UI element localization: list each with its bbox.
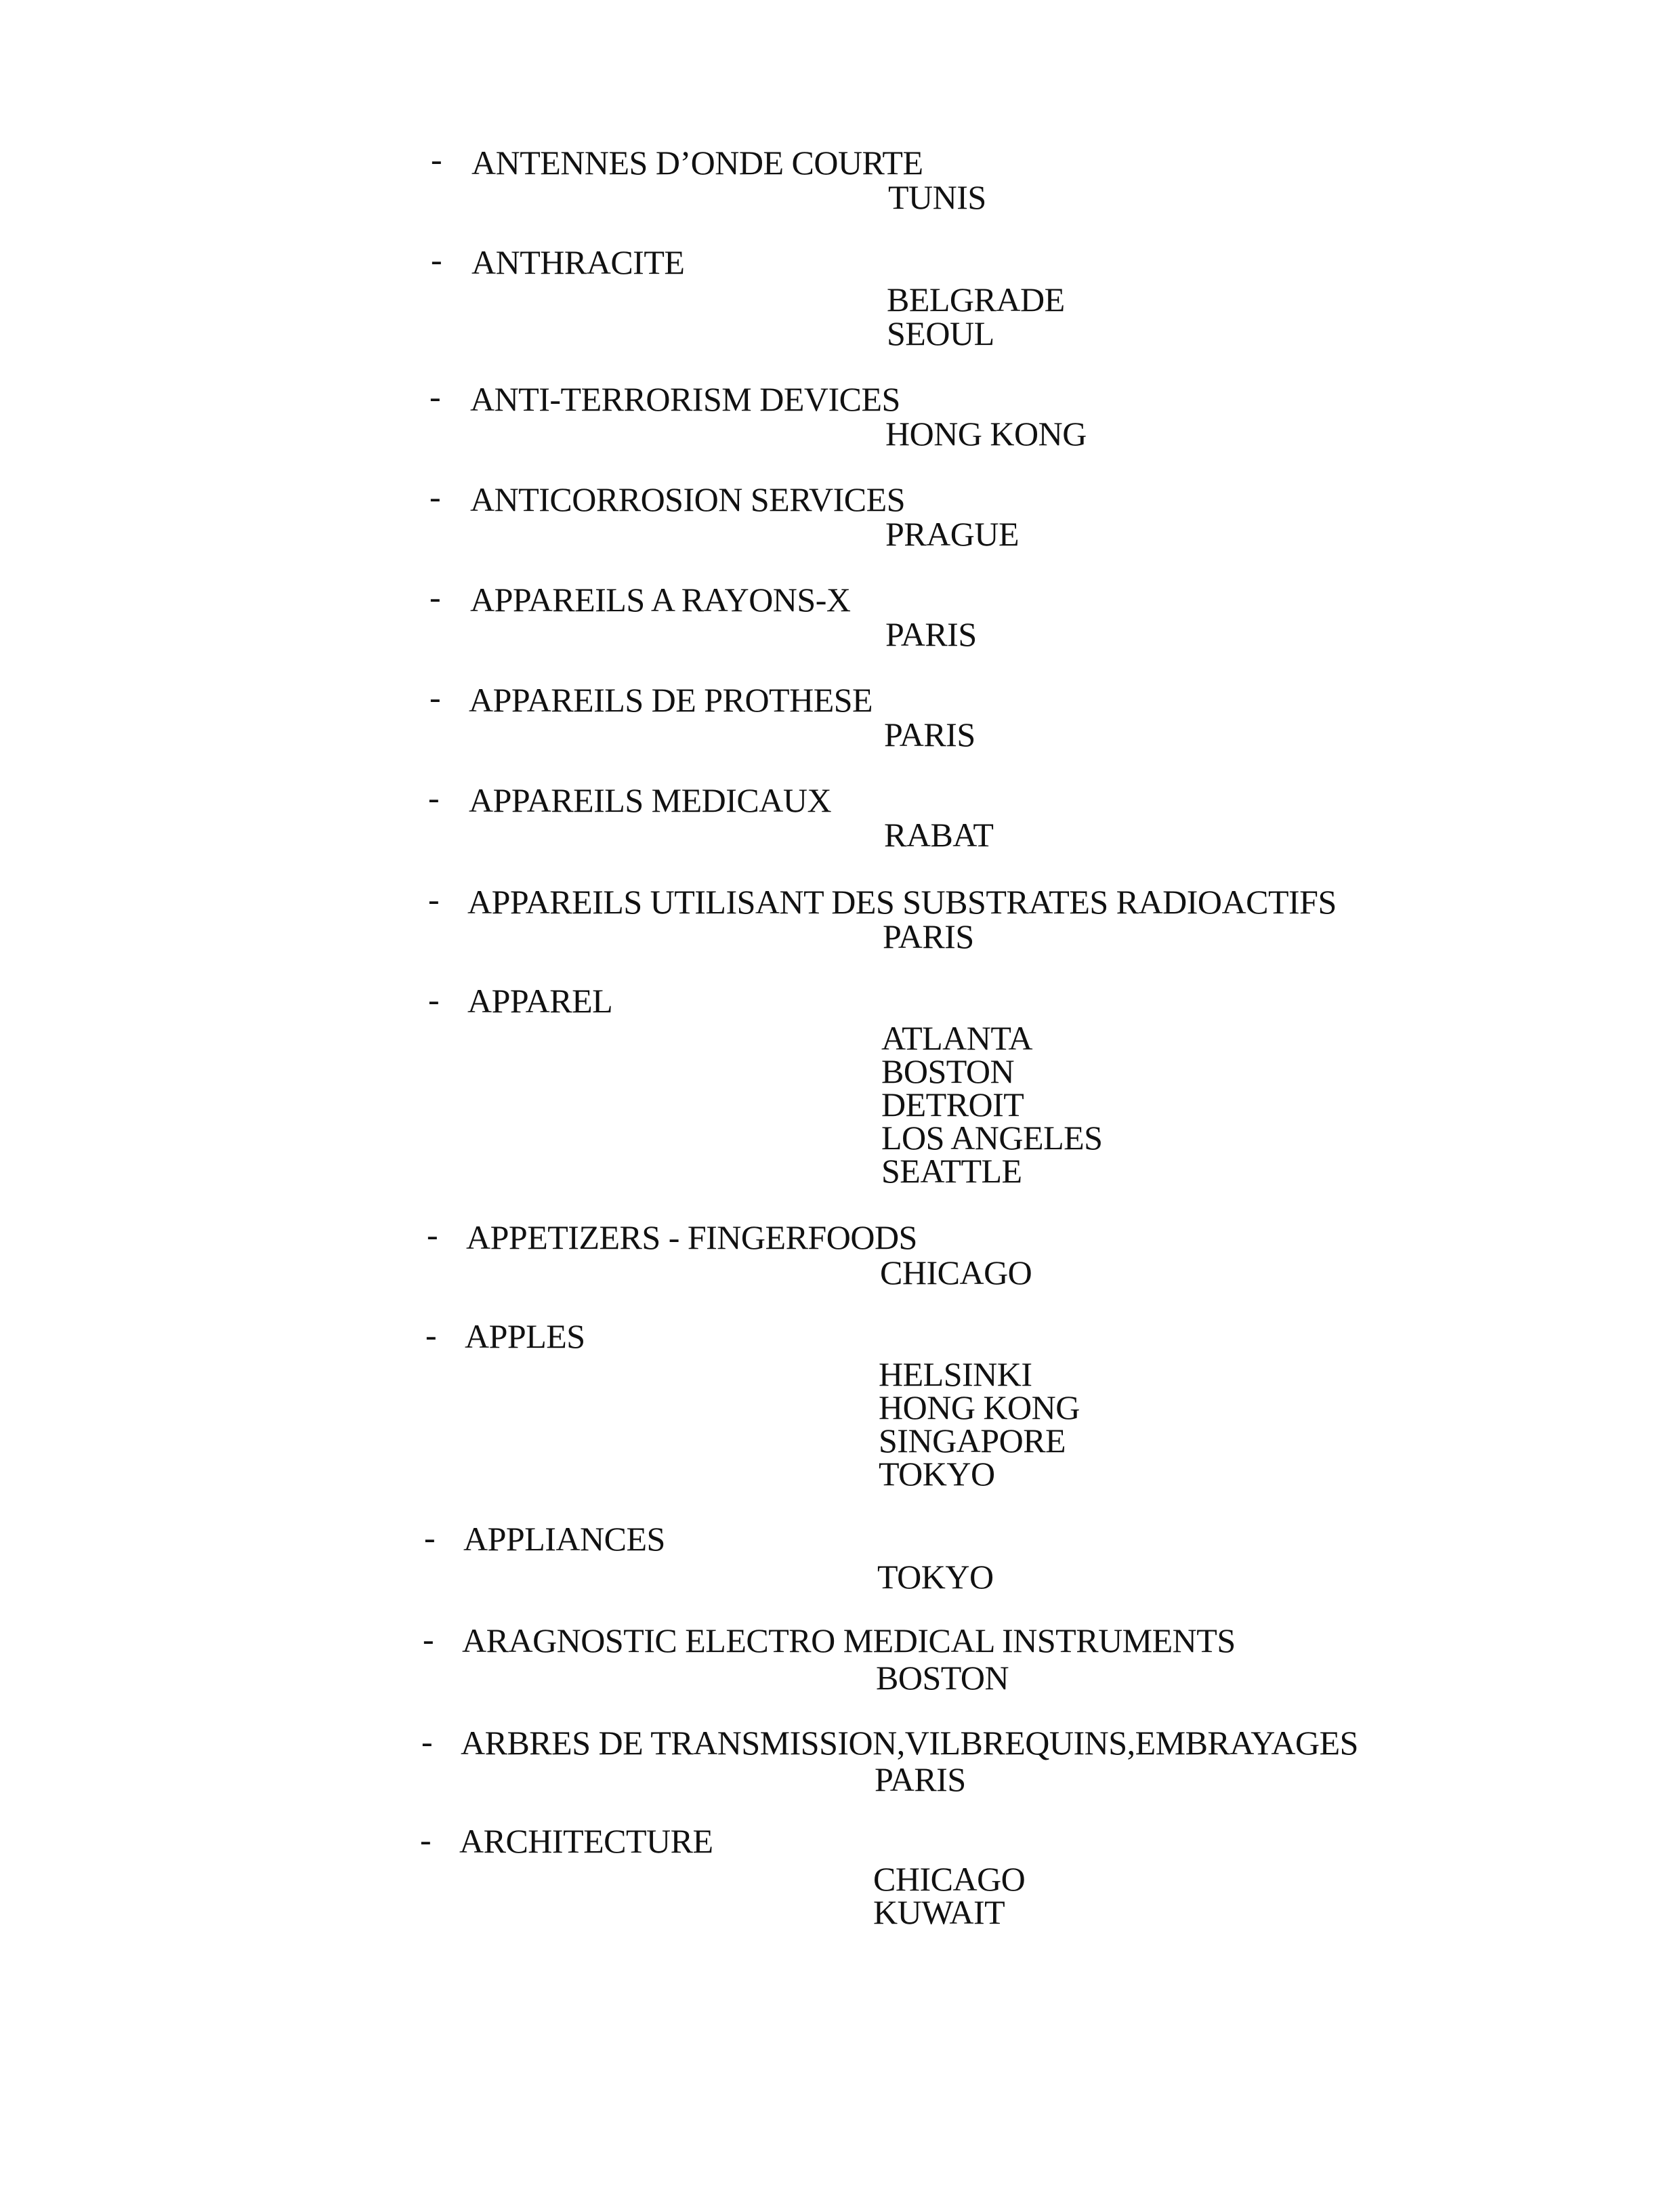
category-label: APPAREILS DE PROTHESE — [469, 681, 873, 719]
city-label: PARIS — [885, 615, 977, 653]
bullet-dash: - — [427, 1216, 438, 1254]
category-label: ARCHITECTURE — [459, 1822, 713, 1860]
category-label: APPLES — [465, 1317, 585, 1355]
city-label: BOSTON — [876, 1659, 1009, 1697]
category-label: APPAREILS UTILISANT DES SUBSTRATES RADIOACTIFS — [467, 883, 1337, 921]
bullet-dash: - — [429, 478, 441, 516]
category-label: APPAREL — [467, 982, 613, 1020]
bullet-dash: - — [431, 140, 442, 178]
bullet-dash: - — [420, 1821, 432, 1859]
city-label: RABAT — [884, 816, 994, 854]
city-label: PRAGUE — [885, 515, 1020, 553]
city-label: HONG KONG — [885, 415, 1087, 453]
category-label: ANTENNES D’ONDE COURTE — [471, 144, 923, 182]
category-label: APPAREILS A RAYONS-X — [470, 581, 851, 619]
city-label: CHICAGO — [880, 1254, 1032, 1291]
city-label: TUNIS — [888, 178, 986, 216]
category-label: ANTICORROSION SERVICES — [470, 480, 906, 518]
bullet-dash: - — [424, 1518, 436, 1556]
city-label: TOKYO — [877, 1558, 994, 1596]
bullet-dash: - — [425, 1316, 437, 1354]
city-label: LOS ANGELES — [881, 1119, 1103, 1157]
city-label: PARIS — [875, 1760, 966, 1798]
category-label: APPAREILS MEDICAUX — [469, 781, 832, 819]
city-label: CHICAGO — [873, 1860, 1026, 1898]
city-label: HONG KONG — [879, 1388, 1080, 1426]
bullet-dash: - — [429, 377, 441, 415]
city-label: BELGRADE — [887, 281, 1065, 318]
category-label: ANTI-TERRORISM DEVICES — [470, 380, 900, 418]
bullet-dash: - — [431, 241, 442, 278]
city-label: SINGAPORE — [879, 1422, 1066, 1460]
city-label: HELSINKI — [879, 1355, 1032, 1393]
category-label: ARAGNOSTIC ELECTRO MEDICAL INSTRUMENTS — [462, 1621, 1236, 1659]
city-label: PARIS — [883, 917, 974, 955]
city-label: BOSTON — [881, 1052, 1015, 1090]
bullet-dash: - — [429, 678, 441, 716]
bullet-dash: - — [421, 1722, 433, 1760]
city-label: PARIS — [884, 716, 975, 753]
city-label: TOKYO — [879, 1455, 995, 1493]
bullet-dash: - — [423, 1620, 434, 1658]
city-label: SEATTLE — [881, 1152, 1022, 1190]
category-label: ANTHRACITE — [471, 243, 685, 281]
bullet-dash: - — [428, 980, 440, 1018]
city-label: SEOUL — [887, 314, 994, 352]
city-label: DETROIT — [881, 1085, 1024, 1123]
bullet-dash: - — [429, 578, 441, 616]
city-label: KUWAIT — [873, 1893, 1005, 1931]
category-label: ARBRES DE TRANSMISSION,VILBREQUINS,EMBRAYAGES — [461, 1724, 1358, 1762]
city-label: ATLANTA — [881, 1019, 1033, 1057]
bullet-dash: - — [428, 880, 440, 918]
bullet-dash: - — [428, 779, 440, 816]
category-label: APPETIZERS - FINGERFOODS — [466, 1218, 917, 1256]
category-label: APPLIANCES — [463, 1520, 665, 1558]
